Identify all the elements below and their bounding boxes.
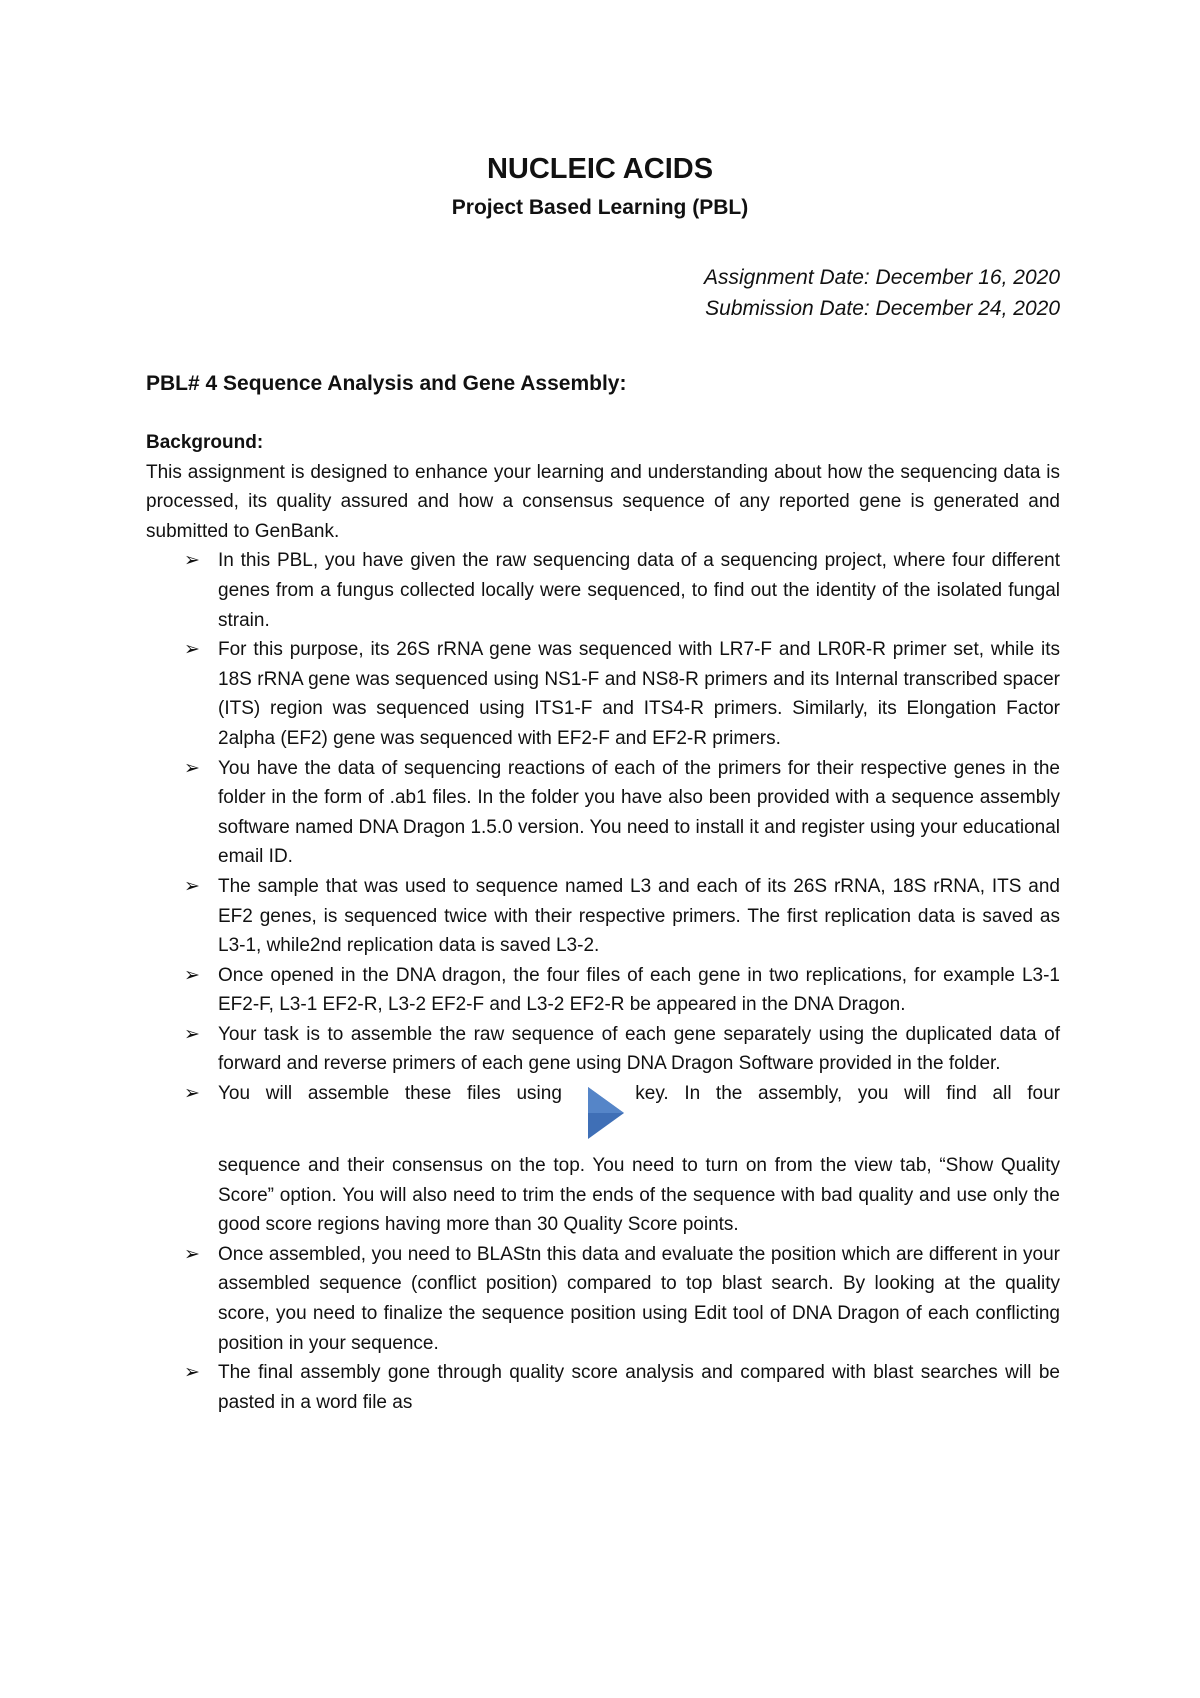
arrow-bullet-icon: ➢	[184, 875, 200, 897]
bullet-text: Your task is to assemble the raw sequence of each gene separately using the duplicated data of forward and reverse primers of each gene using DNA Dragon Software provided in the folder.	[218, 1023, 1060, 1075]
arrow-bullet-icon: ➢	[184, 1023, 200, 1045]
bullet-list	[146, 546, 1060, 1417]
arrow-bullet-icon: ➢	[184, 1083, 200, 1105]
document-body	[146, 428, 1060, 1417]
list-item	[146, 546, 1060, 635]
list-item	[146, 635, 1060, 753]
bullet-text: Once assembled, you need to BLAStn this data and evaluate the position which are different in your assembled sequence (conflict position) compared to top blast search. By looking at the quality score, you need to finalize the sequence position using Edit tool of DNA Dragon of each conflicting position in your sequence.	[218, 1243, 1060, 1354]
arrow-bullet-icon: ➢	[184, 550, 200, 572]
play-triangle-icon	[586, 1085, 626, 1141]
bullet-text: Once opened in the DNA dragon, the four files of each gene in two replications, for example L3-1 EF2-F, L3-1 EF2-R, L3-2 EF2-F and L3-2 EF2-R be appeared in the DNA Dragon.	[218, 964, 1060, 1016]
document-subtitle: Project Based Learning (PBL)	[451, 196, 749, 219]
key-line	[218, 1079, 1060, 1151]
arrow-bullet-icon: ➢	[184, 964, 200, 986]
document-title: NUCLEIC ACIDS	[486, 153, 714, 185]
submission-date: Submission Date: December 24, 2020	[705, 297, 1060, 320]
background-paragraph: This assignment is designed to enhance your learning and understanding about how the sequencing data is processed, its quality assured and how a consensus sequence of any reported gene is generated and submitted to GenBank.	[146, 461, 1060, 542]
list-item	[146, 754, 1060, 872]
arrow-bullet-icon: ➢	[184, 1362, 200, 1384]
bullet-text: For this purpose, its 26S rRNA gene was sequenced with LR7-F and LR0R-R primer set, while its 18S rRNA gene was sequenced using NS1-F and NS8-R primers and its Internal transcribed spacer (ITS) region was sequenced using ITS1-F and ITS4-R primers. Similarly, its Elongation Factor 2alpha (EF2) gene was sequenced with EF2-F and EF2-R primers.	[218, 639, 1060, 749]
background-label: Background:	[146, 432, 264, 453]
bullet-text: The sample that was used to sequence named L3 and each of its 26S rRNA, 18S rRNA, ITS and EF2 genes, is sequenced twice with their respective primers. The first replication data is saved as L3-1, while2nd replication data is saved L3-2.	[218, 875, 1060, 957]
pbl-heading: PBL# 4 Sequence Analysis and Gene Assembly:	[146, 372, 627, 395]
key-text-after: key. In the assembly, you will find all four	[635, 1083, 1060, 1105]
key-text-rest: sequence and their consensus on the top. You need to turn on from the view tab, “Show Quality Score” option. You will also need to trim the ends of the sequence with bad quality and use only the good score regions having more than 30 Quality Score points.	[218, 1155, 1060, 1236]
bullet-text: You have the data of sequencing reactions of each of the primers for their respective genes in the folder in the form of .ab1 files. In the folder you have also been provided with a sequence assembly software named DNA Dragon 1.5.0 version. You need to install it and register using your educational email ID.	[218, 757, 1060, 868]
list-item	[146, 1358, 1060, 1417]
list-item	[146, 872, 1060, 961]
bullet-text: In this PBL, you have given the raw sequencing data of a sequencing project, where four different genes from a fungus collected locally were sequenced, to find out the identity of the isolated fungal strain.	[218, 550, 1060, 631]
list-item-key	[146, 1079, 1060, 1240]
key-text-before: You will assemble these files using	[218, 1083, 562, 1105]
arrow-bullet-icon: ➢	[184, 1243, 200, 1265]
list-item	[146, 961, 1060, 1020]
arrow-bullet-icon: ➢	[184, 639, 200, 661]
list-item	[146, 1020, 1060, 1079]
dates-block	[560, 262, 1060, 324]
arrow-bullet-icon: ➢	[184, 757, 200, 779]
bullet-text: The final assembly gone through quality score analysis and compared with blast searches will be pasted in a word file as	[218, 1362, 1060, 1413]
assignment-date: Assignment Date: December 16, 2020	[703, 266, 1060, 289]
list-item	[146, 1240, 1060, 1358]
